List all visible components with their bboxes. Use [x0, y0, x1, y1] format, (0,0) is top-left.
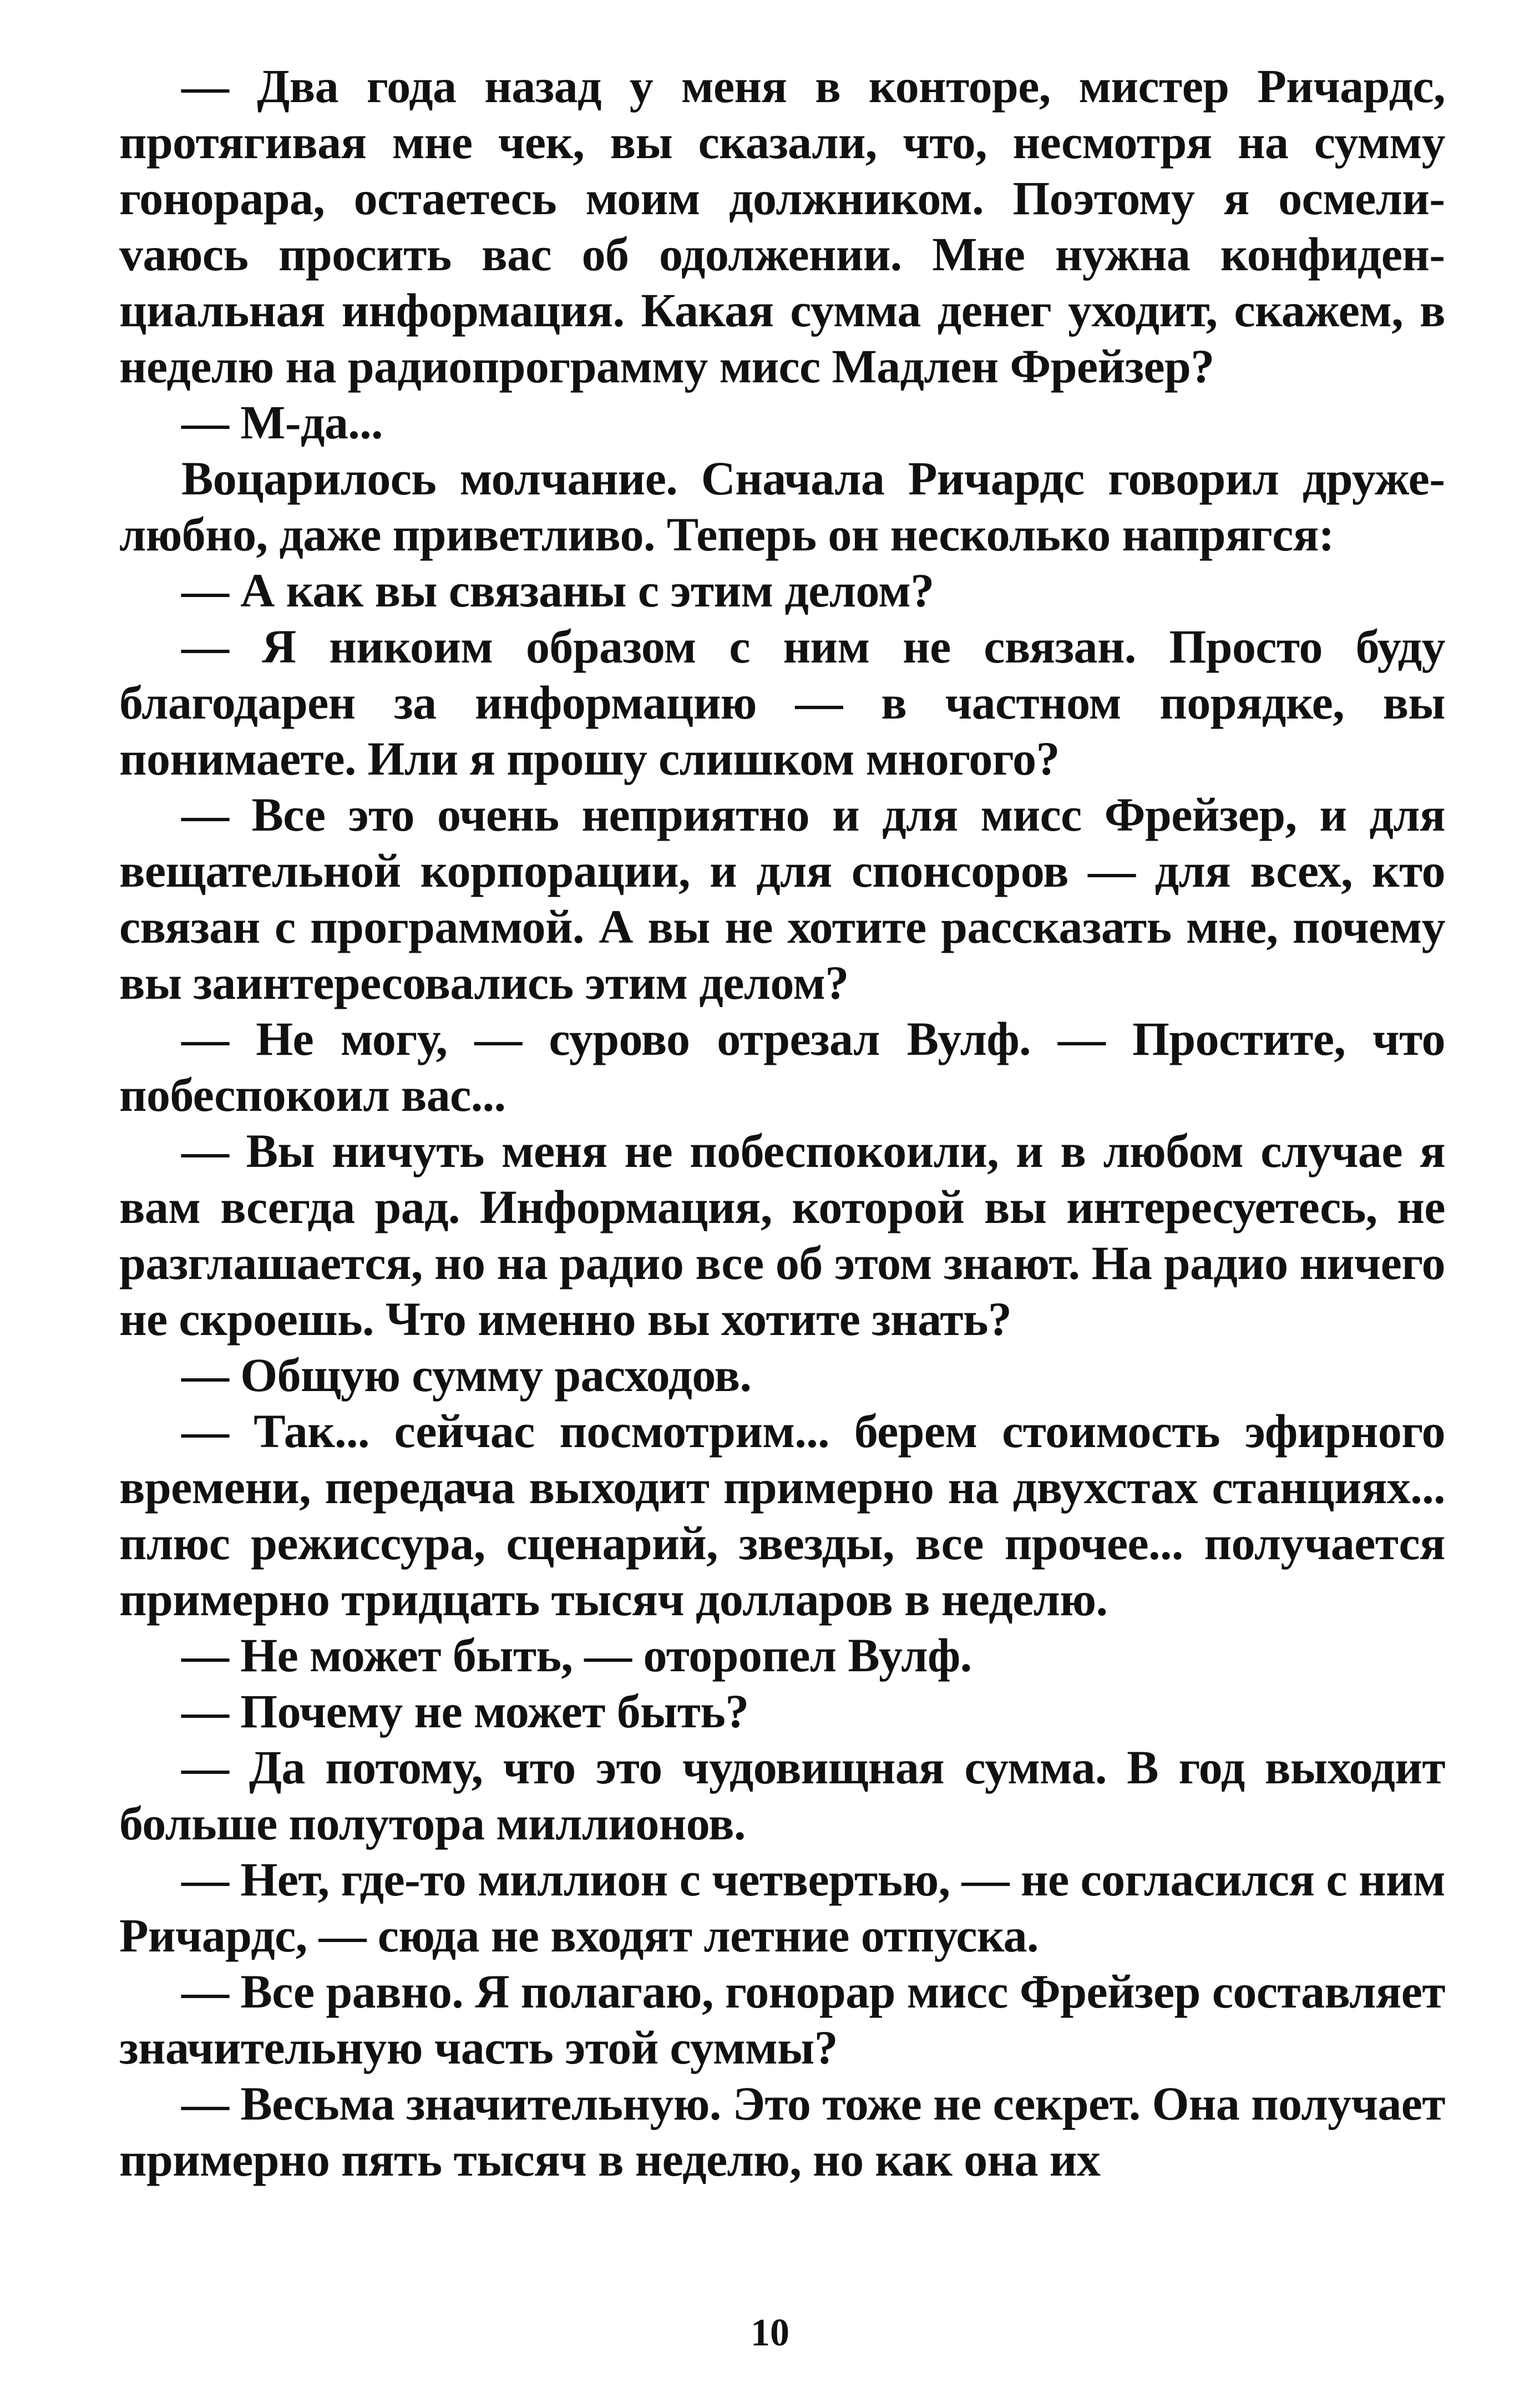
paragraph: — Не может быть, — оторопел Вулф.: [181, 1629, 972, 1682]
paragraph: — Вы ничуть меня не побеспокоили, и в любом случае я вам всегда рад. Информация, которой вы интересуетесь, не разглашается, но на радио все об этом знают. На радио ничего не скроешь. Что именно вы хотите знать?: [119, 1124, 1445, 1346]
paragraph: — Я никоим образом с ним не связан. Просто буду благодарен за информацию — в частном порядке, вы понимаете. Или я прошу слишком многого?: [119, 620, 1445, 785]
paragraph: — Да потому, что это чудовищная сумма. В год выходит больше полутора миллионов.: [119, 1741, 1445, 1850]
paragraph: — Почему не может быть?: [181, 1685, 749, 1738]
paragraph: — М-да...: [181, 396, 383, 449]
paragraph: — Нет, где-то миллион с четвертью, — не согласился с ним Ричардс, — сюда не входят летние отпуска.: [119, 1853, 1445, 1962]
paragraph: — Все это очень неприятно и для мисс Фрейзер, и для вещательной корпорации, и для спонсоров — для всех, кто связан с программой. А вы не хотите рассказать мне, почему вы заинтересовались этим делом?: [119, 788, 1445, 1009]
book-page-text: [119, 58, 1445, 2300]
paragraph: Воцарилось молчание. Сначала Ричардс говорил дружелюбно, даже приветливо. Теперь он несколько напрягся:: [119, 452, 1445, 561]
paragraph: — А как вы связаны с этим делом?: [181, 564, 934, 617]
page-number: 10: [751, 2312, 789, 2354]
paragraph: — Общую сумму расходов.: [181, 1348, 752, 1402]
paragraph: — Весьма значительную. Это тоже не секрет. Она получает примерно пять тысяч в неделю, но как она их: [119, 2077, 1445, 2186]
paragraph: — Не могу, — сурово отрезал Вулф. — Простите, что побеспокоил вас...: [119, 1012, 1445, 1121]
paragraph: — Так... сейчас посмотрим... берем стоимость эфирного времени, передача выходит примерно на двухстах станциях... плюс режиссура, сценарий, звезды, все прочее... получается примерно тридцать тысяч долларов в неделю.: [119, 1404, 1445, 1626]
paragraph: — Все равно. Я полагаю, гонорар мисс Фрейзер составляет значительную часть этой суммы?: [119, 1965, 1445, 2074]
paragraph: — Два года назад у меня в конторе, мистер Ричардс, протягивая мне чек, вы сказали, что, несмотря на сумму гонорара, остаетесь моим должником. Поэтому я осмелиvаюсь просить вас об одолжении. Мне нужна конфиденциальная информация. Какая сумма денег уходит, скажем, в неделю на радиопрограмму мисс Мадлен Фрейзер?: [119, 59, 1445, 393]
